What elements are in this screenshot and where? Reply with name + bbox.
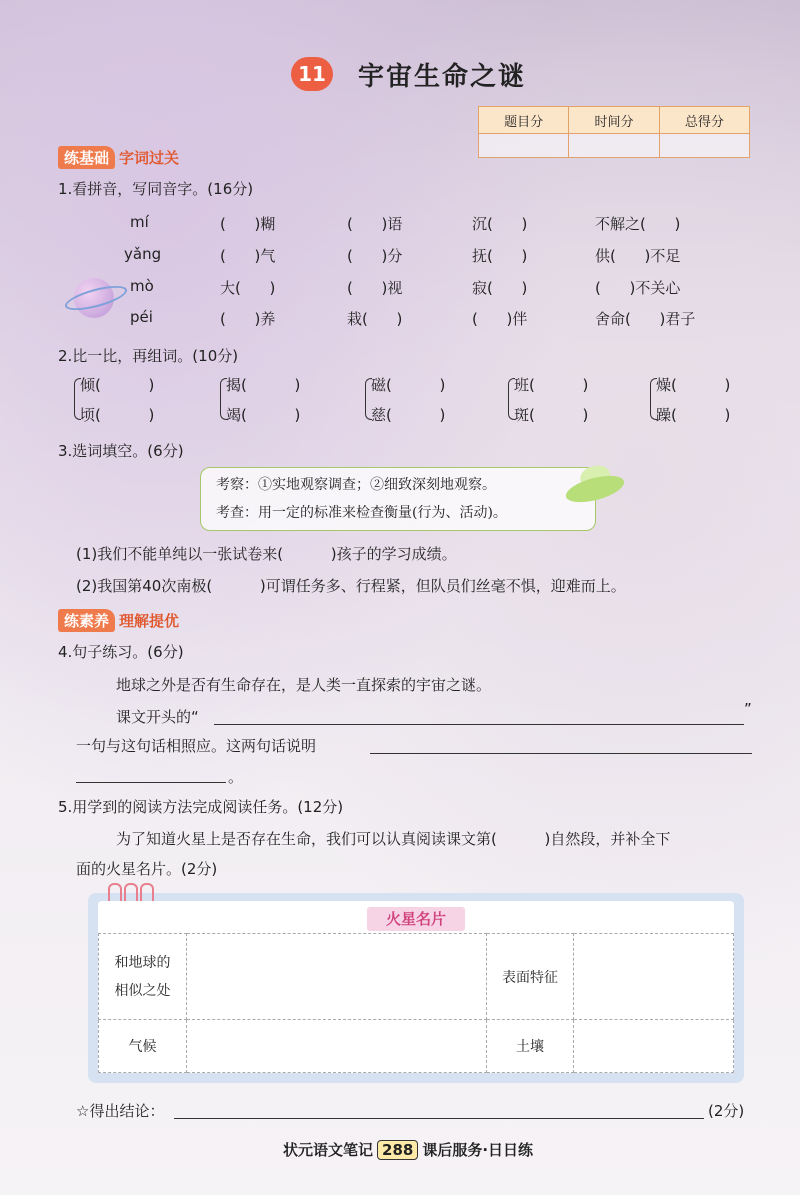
blank-cell[interactable]: ( )伴 (472, 310, 528, 328)
answer-cell-surface[interactable] (574, 934, 734, 1020)
blank-cell[interactable]: ( )分 (347, 247, 403, 265)
question-3-title: 3.选词填空。(6分) (58, 442, 184, 460)
answer-cell-soil[interactable] (574, 1020, 734, 1073)
conclusion-score: (2分) (708, 1102, 745, 1120)
compare-word[interactable]: 揭( ) (226, 376, 301, 394)
section-tag-sub: 字词过关 (119, 149, 180, 167)
compare-word[interactable]: 班( ) (514, 376, 589, 394)
blank-cell[interactable]: ( )气 (220, 247, 276, 265)
blank-cell[interactable]: ( )糊 (220, 215, 276, 233)
score-header-time: 时间分 (569, 107, 659, 134)
pinyin: mí (130, 213, 149, 231)
mars-card-title: 火星名片 (367, 907, 465, 931)
lesson-title: 宇宙生命之谜 (358, 62, 527, 92)
answer-line[interactable] (174, 1118, 704, 1119)
compare-word[interactable]: 燥( ) (656, 376, 731, 394)
blank-cell[interactable]: 大( ) (220, 279, 276, 297)
q4-line-2-end: ” (744, 700, 752, 718)
definition-kaocha: 考察：①实地观察调查；②细致深刻地观察。 (216, 477, 496, 493)
answer-line[interactable] (370, 753, 752, 754)
compare-word[interactable]: 磁( ) (371, 376, 446, 394)
question-2-title: 2.比一比，再组词。(10分) (58, 347, 239, 365)
q4-line-4-end: 。 (228, 768, 244, 786)
mars-card-table (98, 933, 734, 1073)
q4-sentence: 地球之外是否有生命存在，是人类一直探索的宇宙之谜。 (116, 676, 492, 694)
q4-line-3: 一句与这句话相照应。这两句话说明 (76, 737, 317, 755)
blank-cell[interactable]: ( )语 (347, 215, 403, 233)
q3-sentence-1[interactable]: (1)我们不能单纯以一张试卷来( )孩子的学习成绩。 (76, 545, 457, 563)
conclusion-label: ☆得出结论： (76, 1102, 165, 1120)
score-header-total: 总得分 (659, 107, 749, 134)
footer-left: 状元语文笔记 (283, 1141, 374, 1159)
blank-cell[interactable]: 不解之( ) (595, 215, 681, 233)
q4-line-2-start: 课文开头的“ (116, 708, 199, 726)
question-1-title: 1.看拼音，写同音字。(16分) (58, 180, 254, 198)
vocab-definition-box (200, 467, 596, 531)
blank-cell[interactable]: ( )视 (347, 279, 403, 297)
section-tag-basic (58, 146, 179, 169)
score-table (478, 106, 750, 158)
blank-cell[interactable]: 舍命( )君子 (595, 310, 696, 328)
mars-card-body (98, 901, 734, 1073)
blank-cell[interactable]: 抚( ) (472, 247, 528, 265)
compare-word[interactable]: 斑( ) (514, 406, 589, 424)
compare-word[interactable]: 竭( ) (226, 406, 301, 424)
section-tag-sub: 理解提优 (119, 612, 180, 630)
q3-sentence-2[interactable]: (2)我国第40次南极( )可谓任务多、行程紧，但队员们丝毫不惧，迎难而上。 (76, 577, 626, 595)
label-similarities: 和地球的 相似之处 (99, 934, 187, 1020)
score-header-question: 题目分 (479, 107, 569, 134)
label-surface: 表面特征 (487, 934, 574, 1020)
blank-cell[interactable]: 寂( ) (472, 279, 528, 297)
section-tag-literacy (58, 609, 179, 632)
blank-cell[interactable]: 沉( ) (472, 215, 528, 233)
answer-cell-similarities[interactable] (187, 934, 487, 1020)
question-4-title: 4.句子练习。(6分) (58, 643, 184, 661)
compare-word[interactable]: 顷( ) (80, 406, 155, 424)
page-number: 288 (377, 1140, 418, 1160)
footer-right: 课后服务·日日练 (422, 1141, 534, 1159)
score-cell-total[interactable] (659, 134, 749, 158)
score-cell-question[interactable] (479, 134, 569, 158)
pinyin: mò (130, 277, 154, 295)
pinyin: péi (130, 308, 153, 326)
blank-cell[interactable]: 供( )不足 (595, 247, 681, 265)
answer-line[interactable] (76, 782, 226, 783)
section-tag-pill: 练基础 (58, 146, 115, 169)
blank-cell[interactable]: 栽( ) (347, 310, 403, 328)
question-5-title: 5.用学到的阅读方法完成阅读任务。(12分) (58, 798, 344, 816)
mars-card (88, 893, 744, 1083)
definition-kaocha-2: 考查：用一定的标准来检查衡量(行为、活动)。 (216, 505, 507, 521)
label-soil: 土壤 (487, 1020, 574, 1073)
compare-word[interactable]: 躁( ) (656, 406, 731, 424)
blank-cell[interactable]: ( )养 (220, 310, 276, 328)
section-tag-pill: 练素养 (58, 609, 115, 632)
q5-paragraph-line-1[interactable]: 为了知道火星上是否存在生命，我们可以认真阅读课文第( )自然段，并补全下 (116, 830, 671, 848)
blank-cell[interactable]: ( )不关心 (595, 279, 681, 297)
answer-cell-climate[interactable] (187, 1020, 487, 1073)
compare-word[interactable]: 倾( ) (80, 376, 155, 394)
label-climate: 气候 (99, 1020, 187, 1073)
score-cell-time[interactable] (569, 134, 659, 158)
lesson-number-badge: 11 (291, 57, 333, 91)
answer-line[interactable] (214, 724, 744, 725)
pinyin: yǎng (124, 245, 162, 263)
q5-paragraph-line-2: 面的火星名片。(2分) (76, 860, 218, 878)
page-footer (283, 1139, 533, 1160)
compare-word[interactable]: 慈( ) (371, 406, 446, 424)
